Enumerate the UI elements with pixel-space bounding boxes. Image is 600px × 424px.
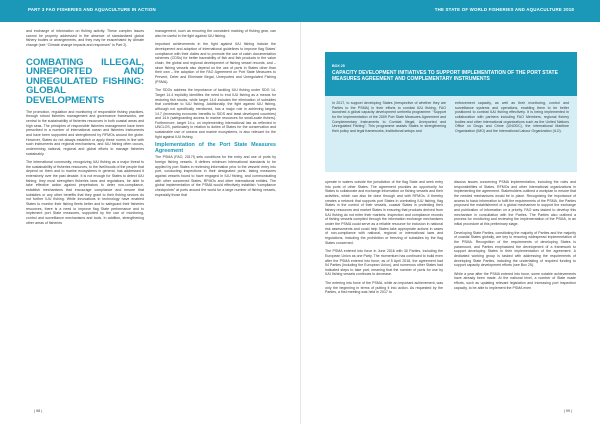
- right-col1-paragraph-1: operate in waters outside the jurisdiction of the flag State and seek entry into ports of other States. The agreement provides an opportunity for States to collaborate and exchange information on fishing vessels and their activities, which can also be done through and with RFMOs. It thereby creates a network that supports port States in combating IUU fishing, flag States in the control of their vessels, coastal States in protecting their fishery resources and market States in ensuring that products derived from IUU fishing do not enter their markets. Inspection and compliance records of fishing vessels compiled through the information exchange mechanisms under the PSMA could serve as a reliable resource for inclusion in national risk assessments and could help States take appropriate actions in cases of non-compliance with national, regional or international laws and regulations, including the prohibition or freezing of subsidies by the flag States concerned.: [325, 180, 443, 245]
- left-col2-paragraph-3: The SDGs address the importance of tackling IUU fishing under SDG 14. Target 14.4 explicitly identifies the need to end IUU fishing as a means for restoring fish stocks, while target 14.6 includes the elimination of subsidies that contribute to IUU fishing. Additionally, the fight against IUU fishing, although not specifically mentioned, has a major role in achieving targets 14.7 (increasing economic benefits to SIDS and least developed countries) and 14.b (safeguarding access to marine resources for small-scale fishers). Furthermore, target 14.c, on implementing international law as reflected in UNCLOS, particularly in relation to duties of States for the conservation and sustainable use of oceans and marine ecosystems, is also relevant for the fight against IUU fishing.: [155, 88, 276, 139]
- subheading-psma: Implementation of the Port State Measures Agreement: [155, 142, 276, 155]
- left-running-header: PART 3 FAO FISHERIES AND AQUACULTURE IN ACTION: [28, 7, 156, 12]
- right-col1-paragraph-3: The entering into force of the PSMA, while an important achievement, was only the beginning in terms of putting it into action. As requested by the Parties, a first meeting was held in 2017 to: [325, 281, 443, 295]
- left-col1-intro: and exchange of information on fishing activity. These complex issues cannot be properly addressed in the absence of standardized global fishery bodies or arrangements, and they may be exacerbated by climate change (see “Climate change impacts and responses” in Part 2).: [26, 29, 144, 47]
- right-header-bar: [300, 0, 600, 22]
- left-col1-paragraph-2: The international community, recognizing IUU fishing as a major threat to the sustainability of fisheries resources, to the livelihoods of the people that depend on them and to marine ecosystems in general, has addressed it extensively over the past decade. It is not enough for States to detect IUU fishing; they must strengthen fisheries laws and regulations, be able to take effective action against perpetrators to deter non-compliance, establish mechanisms that encourage compliance and ensure that subsidies or any other benefits that they grant to their fishing sectors do not further IUU fishing. While innovations in technology have enabled States to monitor their fishing fleets better and to safeguard their fisheries resources, there is a need to improve flag State performance and to implement port State measures, supported by the use of monitoring, control and surveillance mechanisms and tools. In addition, strengthening other areas of fisheries: [26, 160, 144, 225]
- box-25-title-area: [325, 52, 577, 96]
- box-25-text-2: enforcement capacity, as well as their monitoring, control and surveillance systems and operations, enabling them to be better positioned to combat IUU fishing effectively. It is being implemented in collaboration with partners including FAO Members, regional fishery bodies and other international organizations such as the United Nations Office on Drugs and Crime (UNODC), the International Maritime Organization (IMO) and the International Labour Organization (ILO).: [455, 101, 569, 133]
- box-25-text-1: In 2017, to support developing States (irrespective of whether they are Parties to the PSMA) in their efforts to combat IUU fishing, FAO launched a global capacity development umbrella programme: “Support for the Implementation of the 2009 Port State Measures Agreement and Complementary Instruments to Combat Illegal, Unreported and Unregulated Fishing”. This programme assists States in strengthening their policy and legal frameworks, institutional setups and: [332, 101, 446, 133]
- right-col2-paragraph-2: Developing State Parties, constituting the majority of Parties and the majority of coastal States globally, are key to ensuring widespread implementation of the PSMA. Recognition of the requirements of developing States is paramount, and Parties emphasized the development of a framework to support developing States in their implementation of the agreement. A dedicated working group is tasked with addressing the requirements of developing State Parties, including the undertaking of required funding to support capacity development efforts (see Box 25).: [454, 230, 576, 268]
- left-col1-paragraph-1: The promotion, regulation and monitoring of responsible fishing practices, through robust fisheries management and governance frameworks, are central to the sustainability of fisheries resources in both coastal areas and high seas. The principles of responsible fisheries management have been prescribed in a number of international ocean and fisheries instruments and have been supported and strengthened by RFMOs around the globe. However, States do not always establish or apply these norms in line with such instruments and regional mechanisms, and IUU fishing often occurs, undermining national, regional and global efforts to manage fisheries sustainably.: [26, 109, 144, 156]
- left-column-1: [26, 29, 144, 225]
- right-col2-paragraph-3: While a year after the PSMA entered into force, some notable achievements have already been made. At the national level, a number of State made efforts, such as updating relevant legislation and increasing port inspection capacity, to be able to implement the PSMA even: [454, 271, 576, 290]
- right-running-header: THE STATE OF WORLD FISHERIES AND AQUACULTURE 2018: [434, 7, 574, 12]
- box-25-label: BOX 25: [332, 64, 345, 68]
- left-col2-paragraph-2: Important achievements in the fight against IUU fishing include the development and adoption of international guidelines to improve flag States’ compliance with their duties and to promote the use of catch documentation schemes (CDSs) for better traceability of fish and fish products in the value chain, the global and regional development of fishing vessel records, and – since fishing vessels also depend on the use of ports in States other than their own – the adoption of the FAO Agreement on Port State Measures to Prevent, Deter and Eliminate Illegal, Unreported and Unregulated Fishing (PSMA).: [155, 42, 276, 84]
- box-25-column-2: [455, 101, 569, 134]
- box-25-column-1: [332, 101, 446, 134]
- right-page-number: | 99 |: [563, 409, 572, 413]
- right-column-2: [454, 180, 576, 290]
- left-col2-paragraph-4: The PSMA (FAO, 2017f) sets conditions for the entry and use of ports by foreign fishing vessels. It defines minimum international standards to be applied by port States in reviewing information prior to the vessels’ entry into port, conducting inspections in their designated ports, taking measures against vessels found to have engaged in IUU fishing, and communicating with other concerned States, RFMOs and other international entities. The global implementation of the PSMA would effectively establish “compliance checkpoints” at ports around the world for a large number of fishing vessels, especially those that: [155, 155, 276, 197]
- box-25: [325, 52, 577, 172]
- right-page: [300, 0, 600, 424]
- left-column-2: [155, 29, 276, 197]
- section-heading-iuu: COMBATING ILLEGAL, UNREPORTED AND UNREGULATED FISHING: GLOBAL DEVELOPMENTS: [26, 56, 144, 106]
- box-25-title: CAPACITY DEVELOPMENT INITIATIVES TO SUPPORT IMPLEMENTATION OF THE PORT STATE MEASURES AGREEMENT AND COMPLEMENTARY INSTRUMENTS: [332, 70, 558, 82]
- right-column-1: [325, 180, 443, 295]
- left-col2-paragraph-1: management, such as ensuring the consistent marking of fishing gear, can also be useful in the fight against IUU fishing.: [155, 29, 276, 38]
- left-header-bar: [0, 0, 300, 22]
- left-page-number: | 98 |: [34, 409, 43, 413]
- right-col1-paragraph-2: The PSMA entered into force in June 2016 with 30 Parties, including the European Union as one Party. The momentum has continued to build even after the PSMA entered into force; as of 5 April 2018, the agreement had 54 Parties (including the European Union), and numerous other States had indicated steps to take part, meaning that the number of ports for use by IUU fishing vessels continues to decrease.: [325, 249, 443, 277]
- right-col2-paragraph-1: discuss issues concerning PSMA implementation, including the roles and responsibilities of States, RFMOs and other international organizations in implementing the agreement. Stakeholders outlined a workplan to ensure that the needed mechanisms would be in place. Recognizing the importance of access to basic information to fulfil the requirements of the PSMA, the Parties proposed the establishment of a global mechanism to support the exchange and publication of information on a priority. FAO was tasked to develop this mechanism in consultation with the Parties. The Parties also outlined a process for monitoring and reviewing the implementation of the PSMA, in an initial procedure at this preliminary stage.: [454, 180, 576, 226]
